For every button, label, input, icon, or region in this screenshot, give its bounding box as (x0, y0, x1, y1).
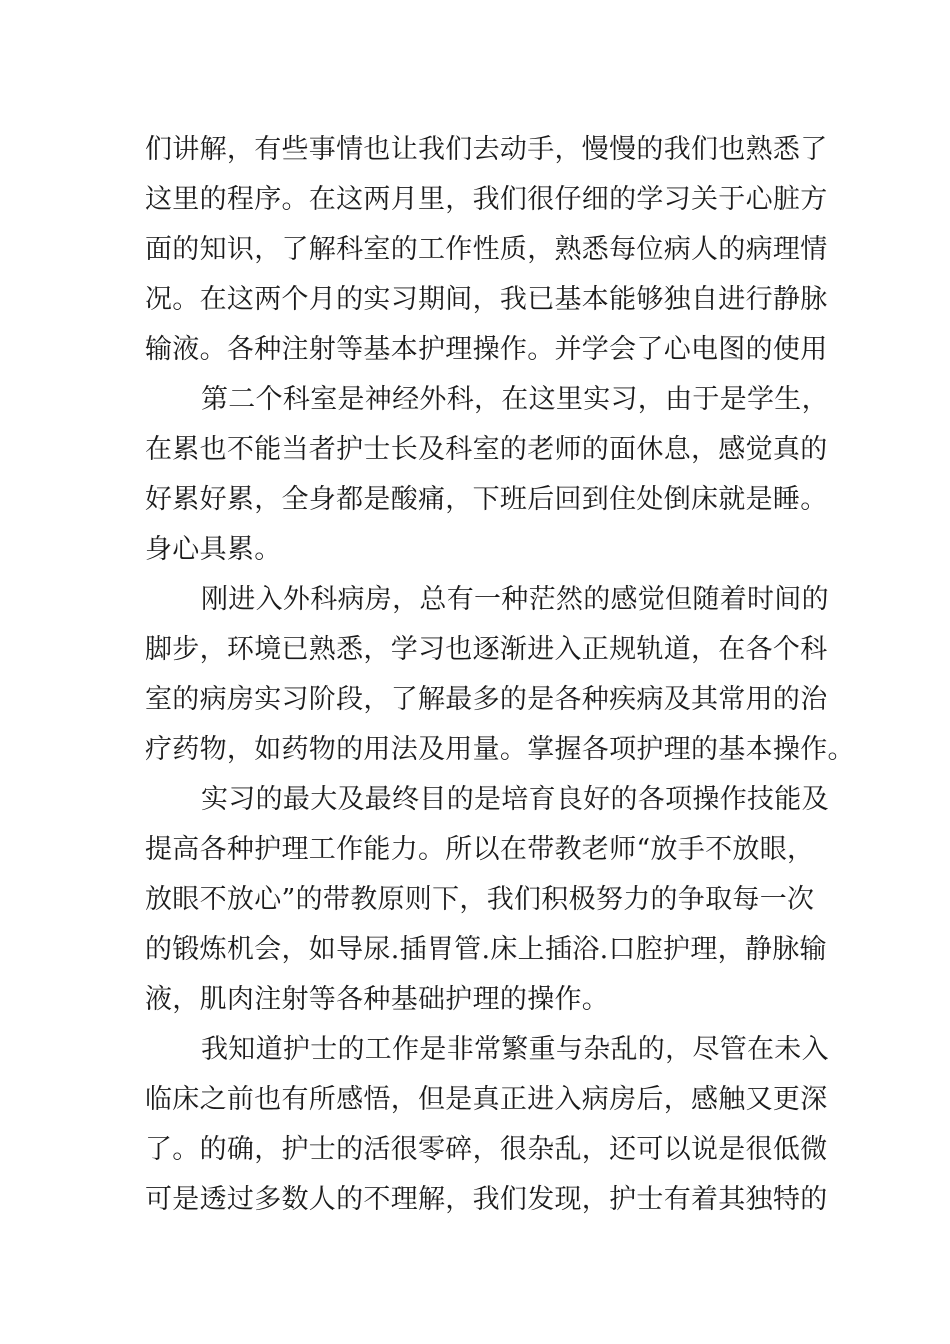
text-line: 提高各种护理工作能力。所以在带教老师“放手不放眼， (145, 834, 815, 865)
text-line: 的锻炼机会，如导尿.插胃管.床上插浴.口腔护理，静脉输 (145, 934, 827, 965)
text-line: 面的知识，了解科室的工作性质，熟悉每位病人的病理情 (145, 234, 828, 265)
text-line: 了。的确，护士的活很零碎，很杂乱，还可以说是很低微 (145, 1134, 828, 1165)
text-line: 们讲解，有些事情也让我们去动手，慢慢的我们也熟悉了 (145, 134, 828, 165)
paragraph-start-line: 我知道护士的工作是非常繁重与杂乱的，尽管在未入 (201, 1034, 829, 1065)
paragraph-start-line: 实习的最大及最终目的是培育良好的各项操作技能及 (201, 784, 829, 815)
text-line: 疗药物，如药物的用法及用量。掌握各项护理的基本操作。 (145, 734, 855, 765)
text-line: 输液。各种注射等基本护理操作。并学会了心电图的使用 (145, 334, 828, 365)
text-line: 好累好累，全身都是酸痛，下班后回到住处倒床就是睡。 (145, 484, 828, 515)
text-line: 放眼不放心”的带教原则下，我们积极努力的争取每一次 (145, 884, 815, 915)
body-text (145, 125, 855, 1225)
text-line: 临床之前也有所感悟，但是真正进入病房后，感触又更深 (145, 1084, 828, 1115)
text-line: 况。在这两个月的实习期间，我已基本能够独自进行静脉 (145, 284, 828, 315)
text-line: 身心具累。 (145, 534, 282, 565)
text-line: 这里的程序。在这两月里，我们很仔细的学习关于心脏方 (145, 184, 828, 215)
paragraph-start-line: 刚进入外科病房，总有一种茫然的感觉但随着时间的 (201, 584, 829, 615)
text-line: 室的病房实习阶段，了解最多的是各种疾病及其常用的治 (145, 684, 828, 715)
text-line: 在累也不能当者护士长及科室的老师的面休息，感觉真的 (145, 434, 828, 465)
text-line: 可是透过多数人的不理解，我们发现，护士有着其独特的 (145, 1184, 828, 1215)
text-line: 液，肌肉注射等各种基础护理的操作。 (145, 984, 610, 1015)
text-line: 脚步，环境已熟悉，学习也逐渐进入正规轨道，在各个科 (145, 634, 828, 665)
paragraph-start-line: 第二个科室是神经外科，在这里实习，由于是学生， (201, 384, 829, 415)
